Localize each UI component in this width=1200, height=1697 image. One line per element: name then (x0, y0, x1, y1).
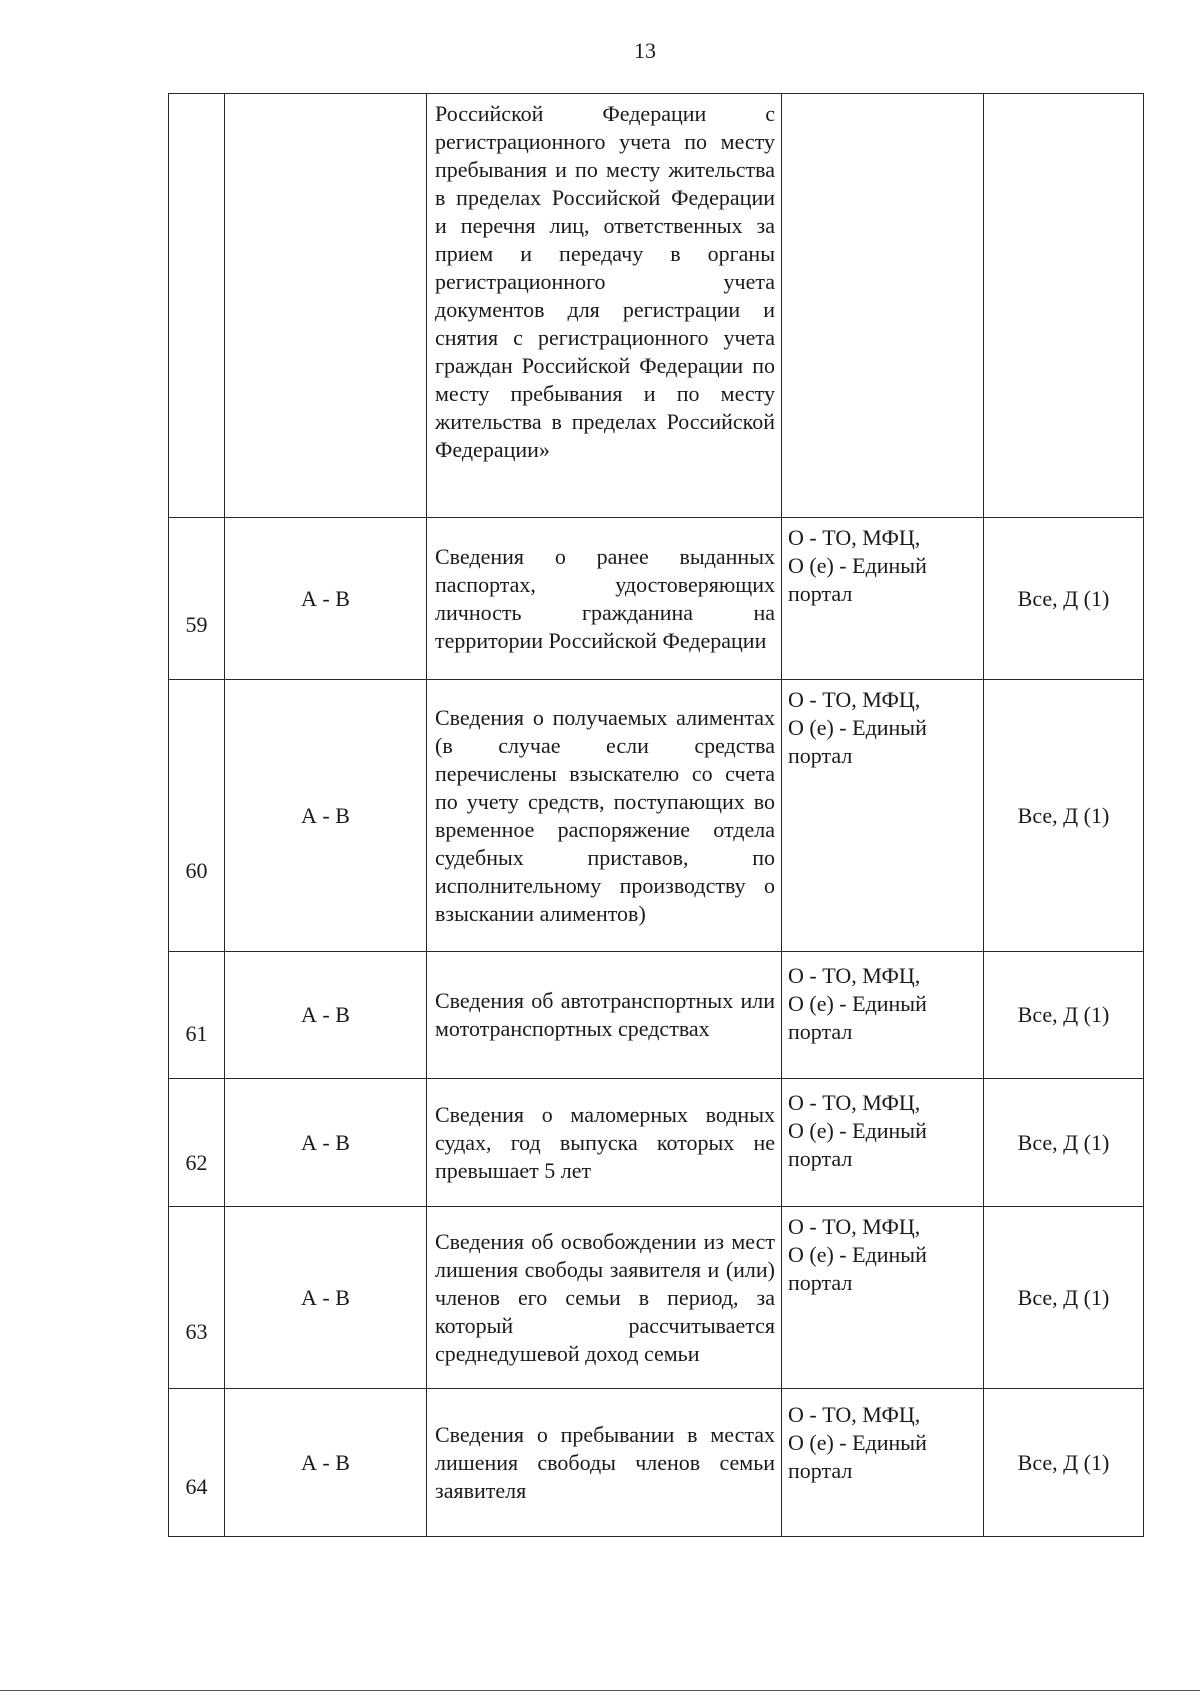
table-row (169, 680, 1144, 952)
row-code-cell: А - В (225, 680, 427, 952)
row-code-cell: А - В (225, 1207, 427, 1389)
row-recipients: Все, Д (1) (984, 1079, 1144, 1207)
row-recipients: Все, Д (1) (984, 952, 1144, 1079)
source-line: О (е) - Единый (788, 1242, 927, 1267)
documents-table (168, 93, 1144, 1537)
row-recipients: Все, Д (1) (984, 518, 1144, 680)
row-recipients: Все, Д (1) (984, 1207, 1144, 1389)
row-number-cell (169, 1389, 225, 1537)
row-sources (782, 1079, 984, 1207)
source-line: О - ТО, МФЦ, (788, 1214, 921, 1239)
row-description: Сведения о пребывании в местах лишения свободы членов семьи заявителя (427, 1389, 782, 1537)
row-code-cell (225, 94, 427, 518)
row-number-cell (169, 94, 225, 518)
row-number-cell (169, 1079, 225, 1207)
row-sources (782, 94, 984, 518)
row-description: Сведения об автотранспортных или мототранспортных средствах (427, 952, 782, 1079)
source-line: портал (788, 1019, 853, 1044)
row-sources (782, 1207, 984, 1389)
source-line: портал (788, 1458, 853, 1483)
row-recipients: Все, Д (1) (984, 680, 1144, 952)
row-description: Сведения о маломерных водных судах, год выпуска которых не превышает 5 лет (427, 1079, 782, 1207)
source-line: О (е) - Единый (788, 991, 927, 1016)
row-description: Сведения об освобождении из мест лишения свободы заявителя и (или) членов его семьи в период, за который рассчитывается среднедушевой доход семьи (427, 1207, 782, 1389)
row-number-cell (169, 518, 225, 680)
source-line: О - ТО, МФЦ, (788, 687, 921, 712)
row-number: 59 (185, 611, 208, 637)
row-number: 63 (185, 1318, 208, 1344)
table-row (169, 518, 1144, 680)
source-line: О - ТО, МФЦ, (788, 963, 921, 988)
source-line: О - ТО, МФЦ, (788, 1402, 921, 1427)
row-code-cell: А - В (225, 518, 427, 680)
row-code-cell: А - В (225, 1079, 427, 1207)
row-number-cell (169, 1207, 225, 1389)
row-number-cell (169, 680, 225, 952)
page-number: 13 (634, 38, 656, 63)
row-sources (782, 952, 984, 1079)
source-line: портал (788, 581, 853, 606)
source-line: портал (788, 1270, 853, 1295)
table-row (169, 952, 1144, 1079)
source-line: О - ТО, МФЦ, (788, 1090, 921, 1115)
row-sources (782, 1389, 984, 1537)
row-description: Сведения о получаемых алиментах (в случае если средства перечислены взыскателю со счета по учету средств, поступающих во временное распоряжение отдела судебных приставов, по исполнительному производству о взыскании алиментов) (427, 680, 782, 952)
row-sources (782, 680, 984, 952)
source-line: О (е) - Единый (788, 715, 927, 740)
scan-edge-line (0, 1690, 1200, 1691)
row-number: 64 (185, 1473, 208, 1499)
row-recipients (984, 94, 1144, 518)
table-row (169, 1079, 1144, 1207)
row-sources (782, 518, 984, 680)
row-code-cell: А - В (225, 952, 427, 1079)
row-description: Российской Федерации с регистрационного учета по месту пребывания и по месту жительства в пределах Российской Федерации и перечня лиц, ответственных за прием и передачу в органы регистрационного учета документов для регистрации и снятия с регистрационного учета граждан Российской Федерации по месту пребывания и по месту жительства в пределах Российской Федерации» (427, 94, 782, 518)
row-number: 61 (185, 1021, 208, 1046)
source-line: портал (788, 743, 853, 768)
row-number: 62 (185, 1149, 208, 1175)
row-recipients: Все, Д (1) (984, 1389, 1144, 1537)
source-line: О (е) - Единый (788, 1118, 927, 1143)
table-row (169, 94, 1144, 518)
row-description: Сведения о ранее выданных паспортах, удостоверяющих личность гражданина на территории Российской Федерации (427, 518, 782, 680)
source-line: О (е) - Единый (788, 553, 927, 578)
source-line: О (е) - Единый (788, 1430, 927, 1455)
row-number: 60 (185, 857, 208, 883)
row-code-cell: А - В (225, 1389, 427, 1537)
source-line: портал (788, 1146, 853, 1171)
table-row (169, 1207, 1144, 1389)
source-line: О - ТО, МФЦ, (788, 525, 921, 550)
row-number-cell (169, 952, 225, 1079)
table-row (169, 1389, 1144, 1537)
